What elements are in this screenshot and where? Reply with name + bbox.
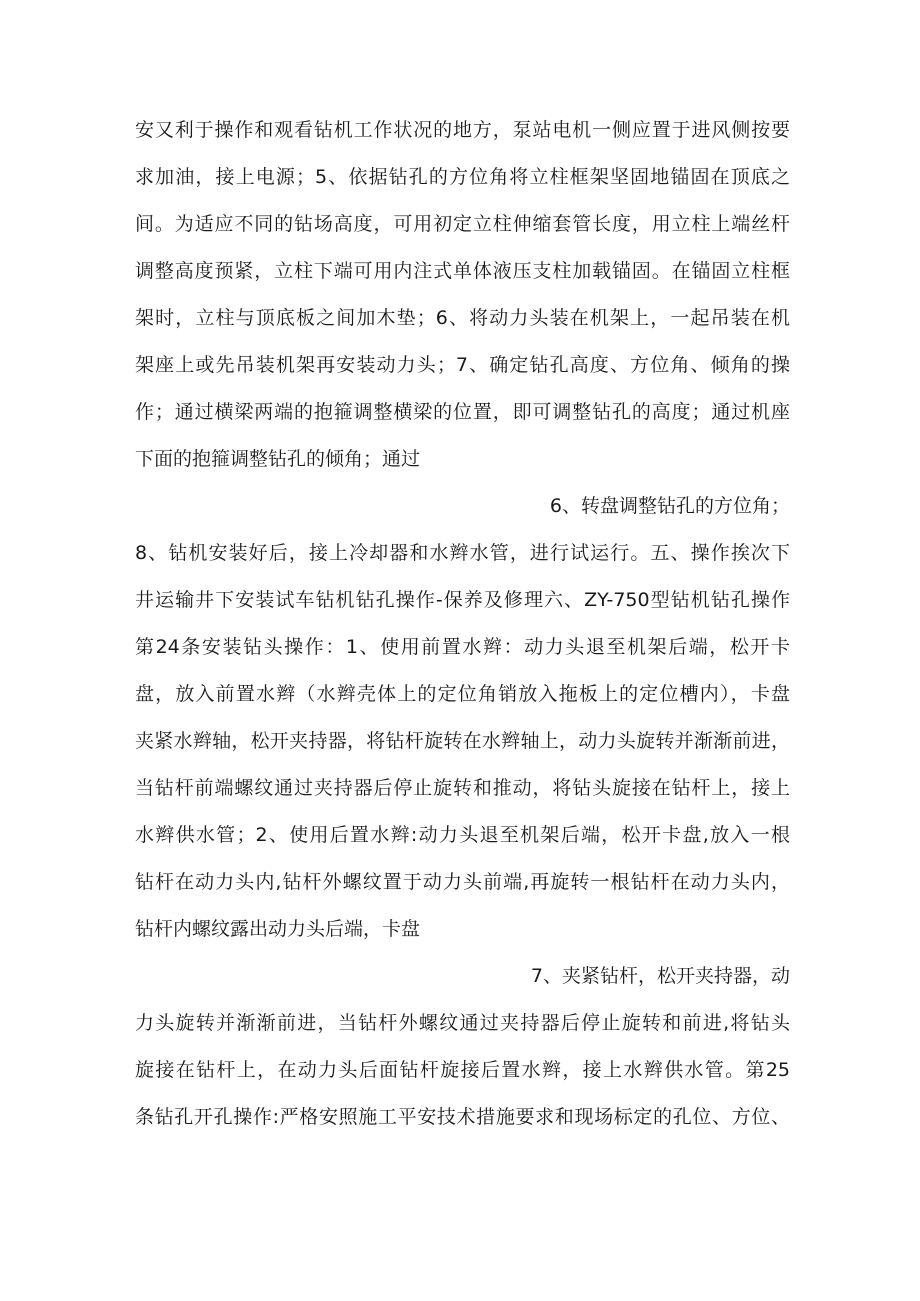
text-line: 夹紧水辫轴，松开夹持器，将钻杆旋转在水辫轴上，动力头旋转并渐渐前进， (135, 730, 790, 752)
text-line: 8、钻机安装好后，接上冷却器和水辫水管，进行试运行。五、操作挨次下 (135, 542, 790, 564)
text-line: 水辫供水管；2、使用后置水辫:动力头退至机架后端，松开卡盘,放入一根 (135, 824, 790, 846)
text-line: 架时，立柱与顶底板之间加木垫；6、将动力头装在机架上，一起吊装在机 (135, 307, 790, 329)
text-line: 井运输井下安装试车钻机钻孔操作-保养及修理六、ZY-750型钻机钻孔操作 (135, 589, 790, 611)
text-line: 调整高度预紧，立柱下端可用内注式单体液压支柱加载锚固。在锚固立柱框 (135, 260, 790, 282)
text-line: 下面的抱箍调整钻孔的倾角；通过 (135, 448, 421, 470)
text-line: 盘，放入前置水辫（水辫壳体上的定位角销放入拖板上的定位槽内），卡盘 (135, 683, 790, 705)
text-line: 第24条安装钻头操作：1、使用前置水辫：动力头退至机架后端，松开卡 (135, 636, 790, 658)
text-line: 架座上或先吊装机架再安装动力头；7、确定钻孔高度、方位角、倾角的操 (135, 354, 790, 376)
text-line: 间。为适应不同的钻场高度，可用初定立柱伸缩套管长度，用立柱上端丝杆 (135, 213, 790, 235)
text-line: 力头旋转并渐渐前进，当钻杆外螺纹通过夹持器后停止旋转和前进,将钻头 (135, 1012, 790, 1034)
text-line: 安又利于操作和观看钻机工作状况的地方，泵站电机一侧应置于进风侧按要 (135, 119, 790, 141)
text-line: 6、转盘调整钻孔的方位角； (549, 495, 790, 517)
text-line: 钻杆在动力头内,钻杆外螺纹置于动力头前端,再旋转一根钻杆在动力头内， (135, 871, 790, 893)
text-line: 当钻杆前端螺纹通过夹持器后停止旋转和推动，将钻头旋接在钻杆上，接上 (135, 777, 790, 799)
text-line: 旋接在钻杆上，在动力头后面钻杆旋接后置水辫，接上水辫供水管。第25 (135, 1059, 790, 1081)
text-line: 求加油，接上电源；5、依据钻孔的方位角将立柱框架坚固地锚固在顶底之 (135, 166, 790, 188)
text-line: 作；通过横梁两端的抱箍调整横梁的位置，即可调整钻孔的高度；通过机座 (135, 401, 790, 423)
text-line: 钻杆内螺纹露出动力头后端，卡盘 (135, 918, 421, 940)
text-line: 条钻孔开孔操作:严格安照施工平安技术措施要求和现场标定的孔位、方位、 (135, 1106, 790, 1128)
text-line: 7、夹紧钻杆，松开夹持器，动 (530, 965, 790, 987)
